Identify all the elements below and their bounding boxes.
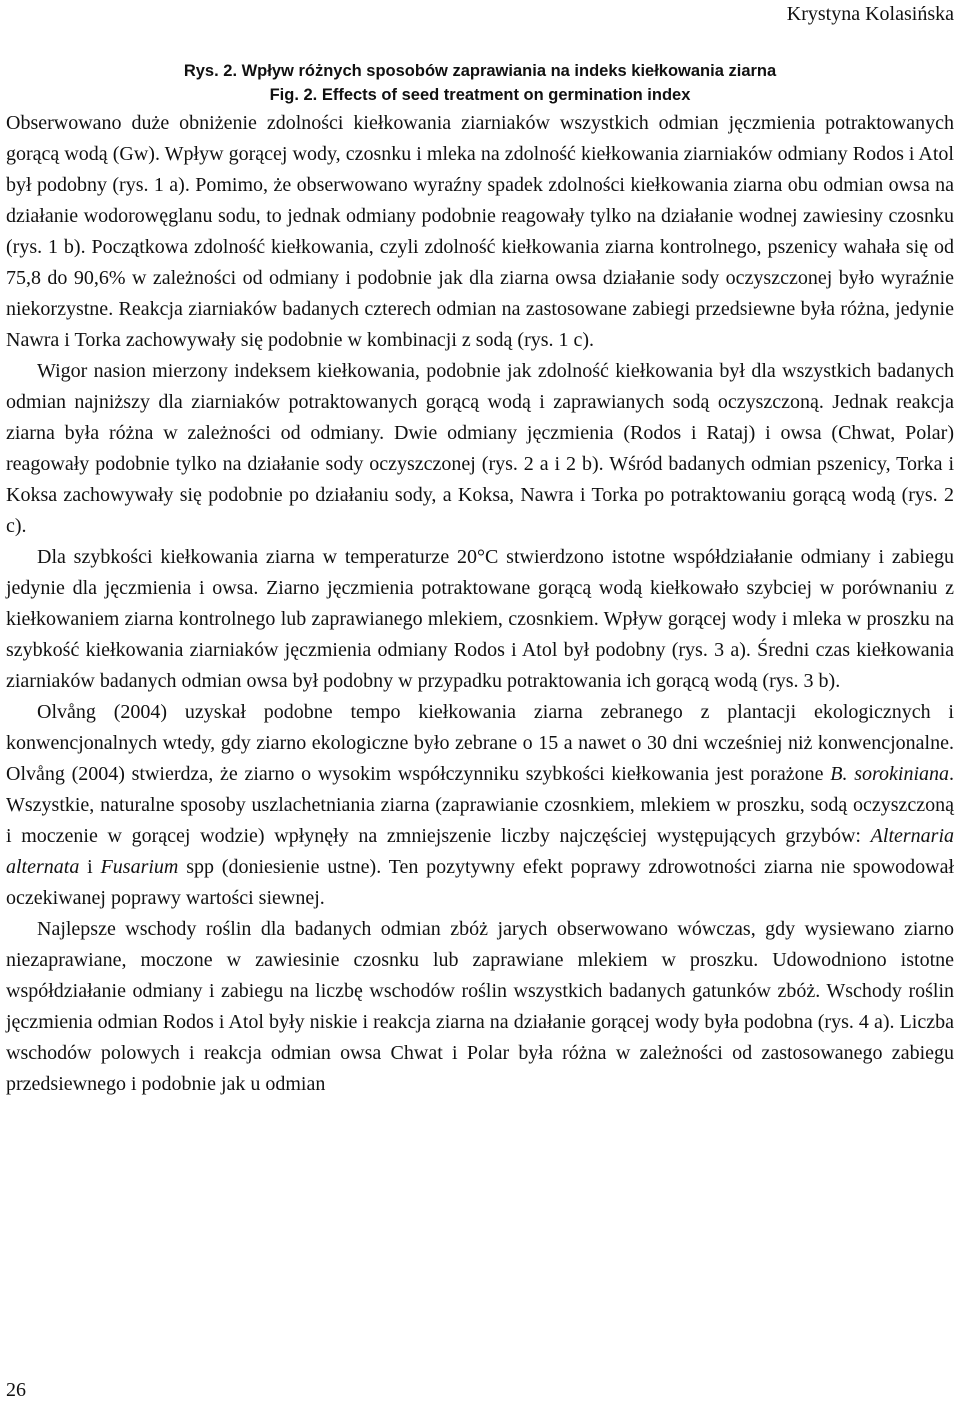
figure-caption-english: Fig. 2. Effects of seed treatment on germination index (269, 86, 691, 104)
species-name-alternaria: Alternaria alternata (6, 825, 955, 878)
paragraph-1: Obserwowano duże obniżenie zdolności kiełkowania ziarniaków wszystkich odmian jęczmienia potraktowanych gorącą wodą (Gw). Wpływ gorącej wody, czosnku i mleka na zdolność kiełkowania ziarniaków odmiany Rodos i Atol był podobny (rys. 1 a). Pomimo, że obserwowano wyraźny spadek zdolności kiełkowania ziarna obu odmian owsa na działanie wodorowęglanu sodu, to jednak odmiany podobnie reagowały tylko na działanie wodnej zawiesiny czosnku (rys. 1 b). Początkowa zdolność kiełkowania, czyli zdolność kiełkowania ziarna kontrolnego, pszenicy wahała się od 75,8 do 90,6% w zależności od odmiany i podobnie jak dla ziarna owsa działanie sody oczyszczonej było wyraźnie niekorzystne. Reakcja ziarniaków badanych czterech odmian na zastosowane zabiegi przedsiewne była różna, jedynie Nawra i Torka zachowywały się podobnie w kombinacji z sodą (rys. 1 c). (6, 112, 954, 351)
paragraph-4-text-b: . Wszystkie, naturalne sposoby uszlachetniania ziarna (zaprawianie czosnkiem, mlekiem w proszku, sodą oczyszczoną i moczenie w gorącej wodzie) wpłynęły na zmniejszenie liczby najczęściej występujących grzybów: (6, 763, 955, 847)
body-text (6, 108, 954, 1100)
paragraph-3: Dla szybkości kiełkowania ziarna w temperaturze 20°C stwierdzono istotne współdziałanie odmiany i zabiegu jedynie dla jęczmienia i owsa. Ziarno jęczmienia potraktowane gorącą wodą kiełkowało szybciej w porównaniu z kiełkowaniem ziarna kontrolnego lub zaprawianego mlekiem, czosnkiem. Wpływ gorącej wody i mleka w proszku na szybkość kiełkowania ziarniaków jęczmienia odmiany Rodos i Atol był podobny (rys. 3 a). Średni czas kiełkowania ziarniaków badanych odmian owsa był podobny w przypadku potraktowania ich gorącą wodą (rys. 3 b). (6, 546, 954, 692)
paragraph-5: Najlepsze wschody roślin dla badanych odmian zbóż jarych obserwowano wówczas, gdy wysiewano ziarno niezaprawiane, moczone w zawiesinie czosnku lub zaprawiane mlekiem w proszku. Udowodniono istotne współdziałanie odmiany i zabiegu na liczbę wschodów roślin wszystkich badanych gatunków zbóż. Wschody roślin jęczmienia odmian Rodos i Atol były niskie i reakcja ziarna na działanie gorącej wody była podobna (rys. 4 a). Liczba wschodów polowych i reakcja odmian owsa Chwat i Polar była różna w zależności od zastosowanego zabiegu przedsiewnego i podobnie jak u odmian (6, 918, 954, 1095)
species-name-fusarium: Fusarium (100, 856, 179, 878)
paragraph-4 (6, 697, 954, 914)
page-number: 26 (6, 1379, 26, 1401)
species-name-b-sorokiniana: B. sorokiniana (830, 763, 950, 785)
running-head-author: Krystyna Kolasińska (786, 3, 954, 25)
figure-captions (0, 59, 960, 107)
paragraph-4-text-c: i (87, 856, 93, 878)
figure-caption-polish: Rys. 2. Wpływ różnych sposobów zaprawiania na indeks kiełkowania ziarna (183, 62, 777, 80)
paragraph-4-text-a: Olvång (2004) uzyskał podobne tempo kiełkowania ziarna zebranego z plantacji ekologicznych i konwencjonalnych wtedy, gdy ziarno ekologiczne było zebrane o 15 a nawet o 30 dni wcześniej niż konwencjonalne. Olvång (2004) stwierdza, że ziarno o wysokim współczynniku szybkości kiełkowania jest porażone (6, 701, 954, 785)
paragraph-4-text-d: spp (doniesienie ustne). Ten pozytywny efekt poprawy zdrowotności ziarna nie spowodował oczekiwanej poprawy wartości siewnej. (6, 856, 955, 909)
paragraph-2: Wigor nasion mierzony indeksem kiełkowania, podobnie jak zdolność kiełkowania był dla wszystkich badanych odmian najniższy dla ziarniaków potraktowanych gorącą wodą i zaprawianych sodą oczyszczoną. Jednak reakcja ziarna była różna w zależności od odmiany. Dwie odmiany jęczmienia (Rodos i Rataj) i owsa (Chwat, Polar) reagowały podobnie tylko na działanie sody oczyszczonej (rys. 2 a i 2 b). Wśród badanych odmian pszenicy, Torka i Koksa zachowywały się podobnie po działaniu sody, a Koksa, Nawra i Torka po potraktowaniu gorącą wodą (rys. 2 c). (6, 360, 954, 537)
